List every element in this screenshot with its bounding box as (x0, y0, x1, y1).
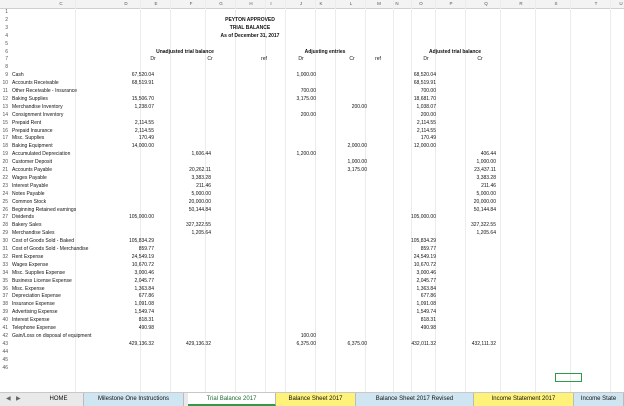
account-name-cell[interactable]: Gain/Loss on disposal of equipment (12, 332, 92, 339)
adjusting-cr-cell[interactable]: 3,175.00 (347, 167, 367, 173)
account-name-cell[interactable]: Common Stock (12, 198, 47, 205)
adjusted-dr-cell[interactable]: 677.86 (420, 293, 436, 300)
adjusted-cr-cell[interactable]: 1,000.00 (476, 159, 496, 166)
gridline (570, 0, 571, 392)
row-number: 24 (2, 190, 8, 197)
account-name-cell[interactable]: Notes Payable (12, 190, 45, 197)
account-name-cell[interactable]: Customer Deposit (12, 159, 53, 166)
unadjusted-dr-cell[interactable]: 1,363.84 (134, 285, 154, 292)
row-number: 16 (2, 127, 8, 134)
row-number: 6 (5, 48, 8, 55)
row-number: 11 (2, 88, 8, 94)
dr-label: Dr (423, 56, 429, 63)
account-name-cell[interactable]: Cost of Goods Sold - Baked (12, 238, 74, 245)
total-adjusting-cr-cell[interactable]: 6,375.00 (347, 340, 367, 347)
row-number: 4 (5, 32, 8, 39)
column-header[interactable]: Q (484, 1, 488, 6)
account-name-cell[interactable]: Wages Expense (12, 261, 49, 268)
row-number: 26 (2, 206, 8, 213)
gridline (170, 0, 171, 392)
row-number: 32 (2, 253, 8, 260)
unadjusted-dr-cell[interactable]: 1,549.74 (134, 309, 154, 316)
account-name-cell[interactable]: Prepaid Rent (12, 119, 42, 126)
adjusting-dr-cell[interactable]: 200.00 (300, 111, 316, 118)
cr-label: Cr (207, 56, 213, 63)
column-header[interactable]: K (319, 1, 323, 6)
account-name-cell[interactable]: Wages Payable (12, 174, 47, 181)
column-header[interactable]: O (419, 1, 423, 6)
gridline (435, 0, 436, 392)
adjusted-dr-cell[interactable]: 1,038.07 (416, 103, 436, 110)
total-adjusted-dr-cell[interactable]: 432,011.32 (411, 340, 436, 347)
account-name-cell[interactable]: Dividends (12, 214, 34, 221)
account-name-cell[interactable]: Accumulated Depreciation (12, 151, 71, 158)
cr-label: Cr (349, 56, 355, 63)
unadjusted-dr-cell[interactable]: 68,519.91 (131, 80, 154, 87)
row-number: 3 (5, 24, 8, 31)
account-name-cell[interactable]: Business License Expense (12, 277, 72, 284)
unadjusted-cr-cell[interactable]: 50,144.84 (188, 206, 211, 213)
unadjusted-dr-cell[interactable]: 24,549.19 (131, 253, 154, 260)
sheet-tab-balance-sheet-2017-revised[interactable]: Balance Sheet 2017 Revised (356, 393, 474, 406)
column-header[interactable]: P (449, 1, 453, 6)
unadjusted-dr-cell[interactable]: 2,045.77 (134, 277, 154, 284)
row-number: 18 (2, 143, 8, 150)
column-header[interactable]: I (270, 1, 272, 6)
next-sheet-icon[interactable]: ▶ (16, 396, 21, 402)
row-number: 45 (2, 356, 8, 363)
unadjusted-dr-cell[interactable]: 15,506.70 (131, 95, 154, 102)
account-name-cell[interactable]: Insurance Expense (12, 301, 55, 308)
row-number: 14 (2, 111, 8, 118)
adjusting-dr-cell[interactable]: 100.00 (300, 332, 316, 339)
adjusted-dr-cell[interactable]: 24,549.19 (413, 253, 436, 260)
unadjusted-cr-cell[interactable]: 3,383.28 (191, 174, 211, 181)
gridline (535, 0, 536, 392)
unadjusted-dr-cell[interactable]: 105,834.29 (128, 238, 154, 245)
adjusted-dr-cell[interactable]: 68,519.91 (413, 80, 436, 87)
row-number: 19 (2, 151, 8, 158)
column-header[interactable]: H (249, 1, 253, 6)
account-name-cell[interactable]: Misc. Supplies (12, 135, 45, 142)
unadjusted-dr-cell[interactable]: 2,114.55 (134, 127, 154, 134)
adjusted-dr-cell[interactable]: 1,549.74 (416, 309, 436, 316)
sheet-tab-home[interactable]: HOME (34, 393, 84, 406)
unadjusted-dr-cell[interactable]: 14,000.00 (131, 143, 154, 150)
gridline (393, 0, 394, 392)
account-name-cell[interactable]: Accounts Receivable (12, 80, 59, 87)
row-number: 28 (2, 222, 8, 229)
adjusted-cr-cell[interactable]: 20,000.00 (473, 198, 496, 205)
adjusted-dr-cell[interactable]: 490.98 (420, 325, 436, 331)
gridline (610, 0, 611, 392)
adjusted-cr-cell[interactable]: 406.44 (480, 151, 496, 158)
row-number: 10 (2, 80, 8, 87)
column-header[interactable]: M (377, 1, 381, 6)
sheet-tab-milestone-one-instructions[interactable]: Milestone One Instructions (84, 393, 184, 406)
unadjusted-dr-cell[interactable]: 105,000.00 (128, 214, 154, 221)
sheet-tab-income-statement-2017[interactable]: Income Statement 2017 (474, 393, 574, 406)
unadjusted-dr-cell[interactable]: 818.31 (138, 317, 154, 324)
dr-label: Dr (150, 56, 156, 63)
row-number: 25 (2, 198, 8, 205)
account-name-cell[interactable]: Merchandise Sales (12, 230, 55, 237)
adjusted-dr-cell[interactable]: 2,114.55 (416, 119, 436, 126)
selected-cell[interactable] (555, 373, 582, 382)
unadjusted-cr-cell[interactable]: 5,000.00 (191, 190, 211, 197)
account-name-cell[interactable]: Interest Expense (12, 317, 50, 324)
adjusting-dr-cell[interactable]: 3,175.00 (296, 95, 316, 102)
account-name-cell[interactable]: Depreciation Expense (12, 293, 61, 300)
row-number: 23 (2, 182, 8, 189)
account-name-cell[interactable]: Baking Supplies (12, 95, 48, 102)
account-name-cell[interactable]: Cash (12, 72, 24, 79)
total-adjusted-cr-cell[interactable]: 432,111.32 (471, 340, 496, 347)
report-date: As of December 31, 2017 (220, 32, 280, 39)
adjusting-cr-cell[interactable]: 1,000.00 (347, 159, 367, 166)
account-name-cell[interactable]: Cost of Goods Sold - Merchandise (12, 246, 89, 252)
account-name-cell[interactable]: Rent Expense (12, 253, 44, 260)
account-name-cell[interactable]: Misc. Expense (12, 285, 45, 292)
adjusting-dr-cell[interactable]: 1,000.00 (296, 72, 316, 79)
report-company-title: PEYTON APPROVED (225, 16, 275, 23)
adjusting-cr-cell[interactable]: 200.00 (351, 103, 367, 110)
unadjusted-dr-cell[interactable]: 170.49 (138, 135, 154, 142)
sheet-tab-income-state[interactable]: Income State (574, 393, 624, 406)
column-header[interactable]: N (395, 1, 399, 6)
account-name-cell[interactable]: Accounts Payable (12, 167, 53, 173)
adjusted-cr-cell[interactable]: 50,144.84 (473, 206, 496, 213)
prev-sheet-icon[interactable]: ◀ (6, 396, 11, 402)
row-number: 29 (2, 230, 8, 237)
row-number: 31 (2, 246, 8, 252)
account-name-cell[interactable]: Merchandise Inventory (12, 103, 63, 110)
adjusting-dr-cell[interactable]: 1,200.00 (296, 151, 316, 158)
unadjusted-cr-cell[interactable]: 1,606.44 (191, 151, 211, 158)
unadjusted-dr-cell[interactable]: 677.86 (138, 293, 154, 300)
column-header[interactable]: E (154, 1, 158, 6)
unadjusted-dr-cell[interactable]: 859.77 (138, 246, 154, 252)
row-number: 12 (2, 95, 8, 102)
unadjusted-cr-cell[interactable]: 1,205.64 (191, 230, 211, 237)
row-number: 8 (5, 64, 8, 71)
adjusted-cr-cell[interactable]: 3,383.28 (476, 174, 496, 181)
account-name-cell[interactable]: Telephone Expense (12, 325, 56, 331)
row-number: 42 (2, 332, 8, 339)
unadjusted-cr-cell[interactable]: 20,000.00 (188, 198, 211, 205)
row-number: 39 (2, 309, 8, 316)
row-number: 2 (5, 16, 8, 23)
adjusted-header: Adjusted trial balance (429, 48, 481, 55)
unadjusted-dr-cell[interactable]: 3,000.46 (134, 269, 154, 276)
row-number: 41 (2, 325, 8, 331)
adjusted-dr-cell[interactable]: 105,834.29 (410, 238, 436, 245)
adjusting-dr-cell[interactable]: 700.00 (300, 88, 316, 94)
row-number: 7 (5, 56, 8, 63)
unadjusted-header: Unadjusted trial balance (156, 48, 214, 55)
total-adjusting-dr-cell[interactable]: 6,375.00 (296, 340, 316, 347)
column-header[interactable]: S (554, 1, 558, 6)
row-number: 22 (2, 174, 8, 181)
account-name-cell[interactable]: Consignment Inventory (12, 111, 64, 118)
row-number: 21 (2, 167, 8, 173)
column-header[interactable]: G (219, 1, 223, 6)
unadjusted-dr-cell[interactable]: 67,520.04 (131, 72, 154, 79)
row-number: 5 (5, 40, 8, 47)
adjusted-cr-cell[interactable]: 5,000.00 (476, 190, 496, 197)
adjusted-dr-cell[interactable]: 3,000.46 (416, 269, 436, 276)
unadjusted-cr-cell[interactable]: 327,322.55 (185, 222, 211, 229)
adjusting-header: Adjusting entries (304, 48, 346, 55)
unadjusted-dr-cell[interactable]: 1,091.08 (134, 301, 154, 308)
unadjusted-dr-cell[interactable]: 2,114.55 (134, 119, 154, 126)
adjusted-dr-cell[interactable]: 18,681.70 (413, 95, 436, 102)
gridline (411, 0, 412, 392)
row-number: 34 (2, 269, 8, 276)
ref-label: ref (261, 56, 267, 63)
report-title: TRIAL BALANCE (229, 24, 271, 31)
row-number: 15 (2, 119, 8, 126)
dr-label: Dr (298, 56, 304, 63)
row-number: 9 (5, 72, 8, 79)
adjusted-dr-cell[interactable]: 2,045.77 (416, 277, 436, 284)
row-number: 20 (2, 159, 8, 166)
row-number: 1 (5, 9, 8, 15)
column-header[interactable]: C (59, 1, 63, 6)
adjusted-dr-cell[interactable]: 1,091.08 (416, 301, 436, 308)
gridline (335, 0, 336, 392)
row-number: 33 (2, 261, 8, 268)
column-header[interactable]: R (519, 1, 523, 6)
account-name-cell[interactable]: Other Receivable - Insurance (12, 88, 78, 94)
row-number: 40 (2, 317, 8, 324)
adjusted-cr-cell[interactable]: 211.46 (481, 182, 496, 189)
unadjusted-cr-cell[interactable]: 211.46 (196, 182, 211, 189)
column-header[interactable]: T (594, 1, 598, 6)
adjusted-dr-cell[interactable]: 859.77 (420, 246, 436, 252)
adjusted-dr-cell[interactable]: 170.49 (420, 135, 436, 142)
row-number: 46 (2, 364, 8, 371)
account-name-cell[interactable]: Beginning Retained earnings (12, 206, 77, 213)
row-number: 35 (2, 277, 8, 284)
adjusted-cr-cell[interactable]: 23,437.11 (474, 167, 496, 173)
column-header[interactable]: D (124, 1, 128, 6)
row-number: 43 (2, 340, 8, 347)
row-number: 44 (2, 348, 8, 355)
unadjusted-dr-cell[interactable]: 10,670.72 (131, 261, 154, 268)
adjusted-dr-cell[interactable]: 2,114.55 (416, 127, 436, 134)
account-name-cell[interactable]: Advertising Expense (12, 309, 58, 316)
account-name-cell[interactable]: Interest Payable (12, 182, 49, 189)
unadjusted-dr-cell[interactable]: 1,238.07 (134, 103, 154, 110)
cr-label: Cr (477, 56, 483, 63)
column-header[interactable]: F (189, 1, 193, 6)
column-header[interactable]: J (299, 1, 303, 6)
account-name-cell[interactable]: Misc. Supplies Expense (12, 269, 66, 276)
adjusting-cr-cell[interactable]: 2,000.00 (347, 143, 367, 150)
account-name-cell[interactable]: Prepaid Insurance (12, 127, 53, 134)
adjusted-cr-cell[interactable]: 327,322.55 (470, 222, 496, 229)
adjusted-dr-cell[interactable]: 105,000.00 (410, 214, 436, 221)
column-header-bar (0, 0, 624, 9)
adjusted-dr-cell[interactable]: 200.00 (420, 111, 436, 118)
column-header[interactable]: U (619, 1, 623, 6)
row-number: 30 (2, 238, 8, 245)
adjusted-dr-cell[interactable]: 818.31 (420, 317, 436, 324)
row-number: 38 (2, 301, 8, 308)
row-number: 36 (2, 285, 8, 292)
gridline (365, 0, 366, 392)
adjusted-cr-cell[interactable]: 1,205.64 (476, 230, 496, 237)
ref-label: ref (375, 56, 381, 63)
account-name-cell[interactable]: Bakery Sales (12, 222, 42, 229)
sheet-tab-balance-sheet-2017[interactable]: Balance Sheet 2017 (276, 393, 356, 406)
column-header[interactable]: L (349, 1, 353, 6)
gridline (235, 0, 236, 392)
sheet-tab-trial-balance-2017[interactable]: Trial Balance 2017 (188, 393, 276, 406)
adjusted-dr-cell[interactable]: 1,363.84 (416, 285, 436, 292)
unadjusted-dr-cell[interactable]: 490.98 (138, 325, 154, 331)
adjusted-dr-cell[interactable]: 700.00 (420, 88, 436, 94)
row-number: 17 (2, 135, 8, 142)
adjusted-dr-cell[interactable]: 10,670.72 (413, 261, 436, 268)
row-number: 13 (2, 103, 8, 110)
account-name-cell[interactable]: Baking Equipment (12, 143, 53, 150)
row-number: 27 (2, 214, 8, 221)
total-unadjusted-cr-cell[interactable]: 429,136.32 (185, 340, 211, 347)
unadjusted-cr-cell[interactable]: 20,262.11 (189, 167, 211, 173)
sheet-tab-bar (0, 392, 624, 406)
gridline (140, 0, 141, 392)
row-number: 37 (2, 293, 8, 300)
adjusted-dr-cell[interactable]: 12,000.00 (413, 143, 436, 150)
adjusted-dr-cell[interactable]: 68,520.04 (413, 72, 436, 79)
total-unadjusted-dr-cell[interactable]: 429,136.32 (128, 340, 154, 347)
gridline (500, 0, 501, 392)
